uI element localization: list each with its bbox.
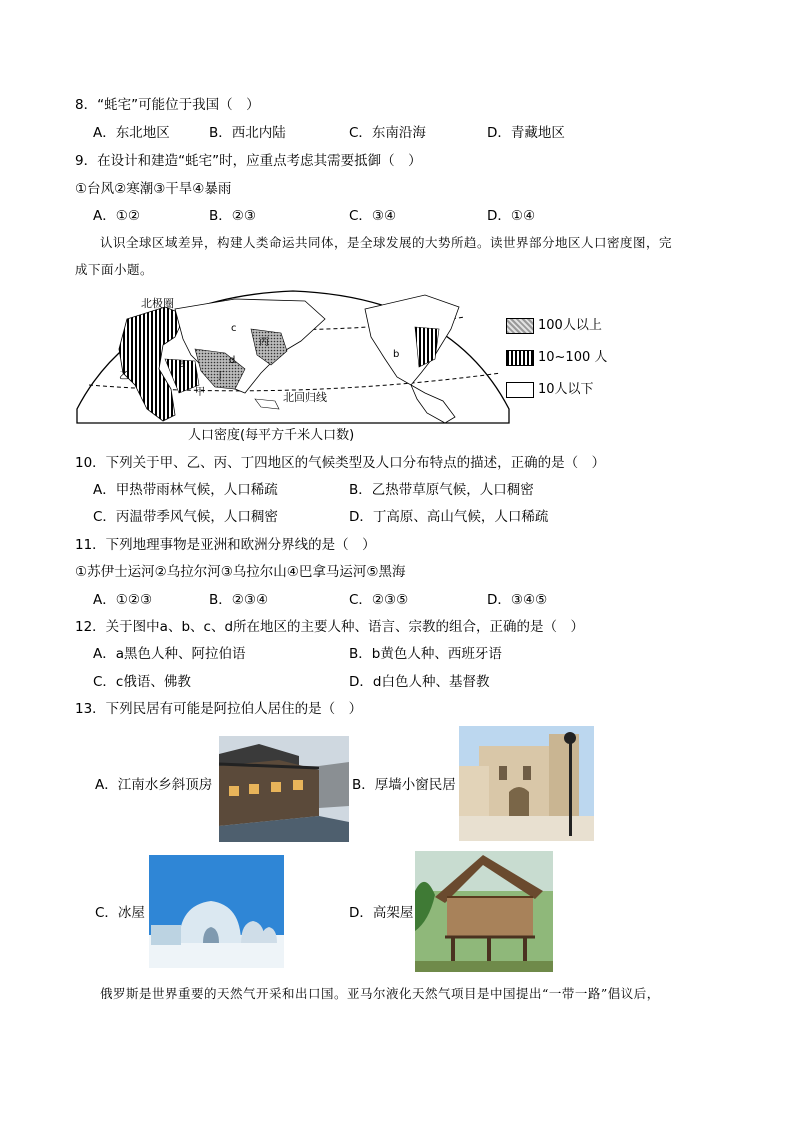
intro-paragraph-line1: 认识全球区域差异，构建人类命运共同体，是全球发展的大势所趋。读世界部分地区人口密度图，完: [100, 235, 673, 250]
jiangnan-water-town-photo: [219, 736, 349, 842]
legend-label-high: 100人以上: [538, 318, 602, 333]
legend-swatch-low: [506, 382, 534, 398]
q13-option-d: D．高架屋: [349, 905, 414, 921]
q11-option-d: D．③④⑤: [487, 592, 548, 608]
region-label-bing: 丙: [259, 337, 269, 348]
region-label-a: a: [179, 359, 186, 370]
q11-option-b: B．②③④: [209, 592, 269, 608]
legend-swatch-high: [506, 318, 534, 334]
q12-option-c: C．c俄语、佛教: [93, 674, 191, 690]
region-label-jia: 甲: [195, 387, 205, 398]
q12-option-d: D．d白色人种、基督教: [349, 674, 490, 690]
igloo-photo: [149, 855, 284, 968]
q13-option-b: B．厚墙小窗民居: [352, 777, 456, 793]
q10-option-b: B．乙热带草原气候，人口稠密: [349, 482, 534, 498]
region-label-d: d: [229, 355, 236, 366]
q9-option-c: C．③④: [349, 208, 397, 224]
q8-stem: 8．“蚝宅”可能位于我国（ ）: [75, 97, 260, 113]
q11-stem: 11．下列地理事物是亚洲和欧洲分界线的是（ ）: [75, 537, 376, 553]
q13-option-a: A．江南水乡斜顶房: [95, 777, 213, 793]
map-caption: 人口密度(每平方千米人口数): [188, 428, 355, 443]
region-label-c: c: [231, 323, 237, 334]
q13-option-c: C．冰屋: [95, 905, 145, 921]
q9-option-d: D．①④: [487, 208, 536, 224]
intro2-paragraph-line1: 俄罗斯是世界重要的天然气开采和出口国。亚马尔液化天然气项目是中国提出“一带一路”倡议后，: [100, 986, 660, 1001]
q8-option-c: C．东南沿海: [349, 125, 426, 141]
q11-option-c: C．②③⑤: [349, 592, 409, 608]
legend-swatch-medium: [506, 350, 534, 366]
intro-paragraph-line2: 成下面小题。: [75, 262, 154, 277]
q9-items: ①台风②寒潮③干旱④暴雨: [75, 181, 232, 197]
legend-label-low: 10人以下: [538, 382, 594, 397]
legend-label-medium: 10~100 人: [538, 350, 608, 365]
q12-stem: 12．关于图中a、b、c、d所在地区的主要人种、语言、宗教的组合，正确的是（ ）: [75, 619, 585, 635]
region-label-b: b: [393, 349, 400, 360]
q9-option-b: B．②③: [209, 208, 256, 224]
tropic-label: 北回归线: [283, 391, 327, 404]
q11-option-a: A．①②③: [93, 592, 153, 608]
q8-option-b: B．西北内陆: [209, 125, 286, 141]
q9-stem: 9．在设计和建造“蚝宅”时，应重点考虑其需要抵御（ ）: [75, 153, 422, 169]
q10-option-a: A．甲热带雨林气候，人口稀疏: [93, 482, 278, 498]
region-label-yi: 乙: [119, 371, 129, 382]
q13-stem: 13．下列民居有可能是阿拉伯人居住的是（ ）: [75, 701, 363, 717]
thick-wall-house-photo: [459, 726, 594, 841]
q9-option-a: A．①②: [93, 208, 140, 224]
q8-option-a: A．东北地区: [93, 125, 170, 141]
arctic-circle-label: 北极圈: [141, 297, 174, 310]
region-label-ding: 丁: [215, 371, 225, 382]
q12-option-a: A．a黑色人种、阿拉伯语: [93, 646, 246, 662]
q12-option-b: B．b黄色人种、西班牙语: [349, 646, 502, 662]
q8-option-d: D．青藏地区: [487, 125, 565, 141]
q10-option-d: D．丁高原、高山气候，人口稀疏: [349, 509, 549, 525]
population-density-map: [75, 289, 511, 425]
stilt-house-photo: [415, 851, 553, 972]
q10-stem: 10．下列关于甲、乙、丙、丁四地区的气候类型及人口分布特点的描述，正确的是（ ）: [75, 455, 606, 471]
q11-items: ①苏伊士运河②乌拉尔河③乌拉尔山④巴拿马运河⑤黑海: [75, 564, 406, 580]
q10-option-c: C．丙温带季风气候，人口稠密: [93, 509, 278, 525]
